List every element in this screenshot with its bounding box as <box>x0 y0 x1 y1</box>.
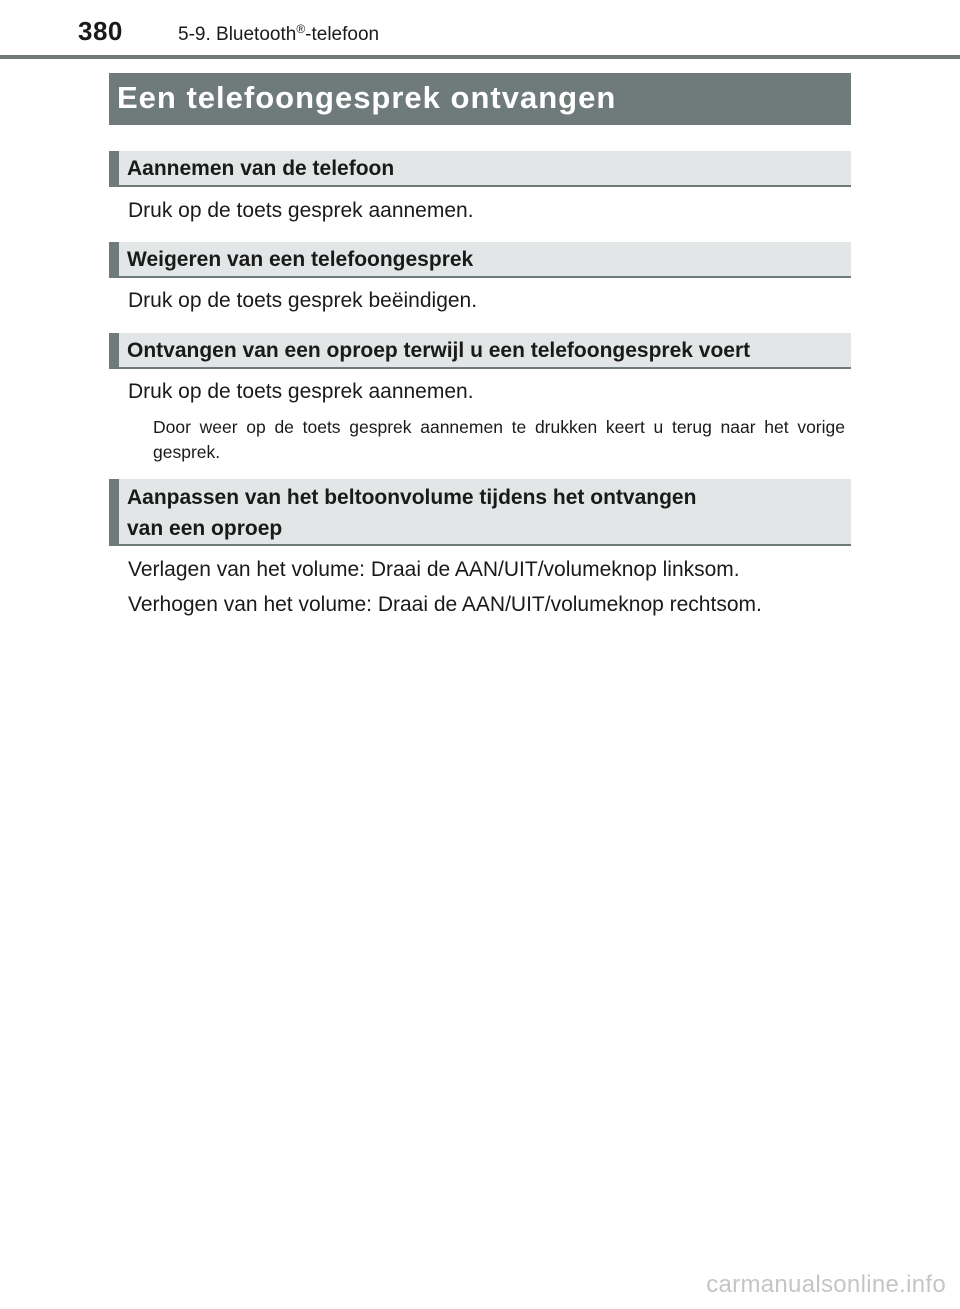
section-heading-ringtone-volume <box>109 479 851 546</box>
chapter-title <box>178 22 379 46</box>
body-text-volume-down: Verlagen van het volume: Draai de AAN/UIT/volumeknop linksom. <box>128 558 740 581</box>
body-text-answer: Druk op de toets gesprek aannemen. <box>128 199 474 222</box>
registered-symbol: ® <box>296 22 306 36</box>
page-number: 380 <box>78 16 123 46</box>
watermark: carmanualsonline.info <box>706 1271 946 1298</box>
main-title: Een telefoongesprek ontvangen <box>109 73 851 125</box>
chapter-prefix: 5-9. Bluetooth <box>178 24 297 45</box>
section-heading-line-1: Aanpassen van het beltoonvolume tijdens het ontvangen <box>127 486 697 509</box>
body-text-call-waiting: Druk op de toets gesprek aannemen. <box>128 380 474 403</box>
chapter-suffix: -telefoon <box>305 24 380 45</box>
section-heading-line-2: van een oproep <box>127 517 283 540</box>
header-rule <box>0 55 960 59</box>
page-header <box>0 0 960 58</box>
body-text-reject: Druk op de toets gesprek beëindigen. <box>128 289 478 312</box>
body-text-volume-up: Verhogen van het volume: Draai de AAN/UIT/volumeknop rechtsom. <box>128 593 762 616</box>
section-heading-answer: Aannemen van de telefoon <box>109 151 851 187</box>
note-text-call-waiting: Door weer op de toets gesprek aannemen te drukken keert u terug naar het vorige gesprek. <box>153 417 845 462</box>
section-heading-call-waiting: Ontvangen van een oproep terwijl u een telefoongesprek voert <box>109 333 851 369</box>
section-heading-reject: Weigeren van een telefoongesprek <box>109 242 851 278</box>
